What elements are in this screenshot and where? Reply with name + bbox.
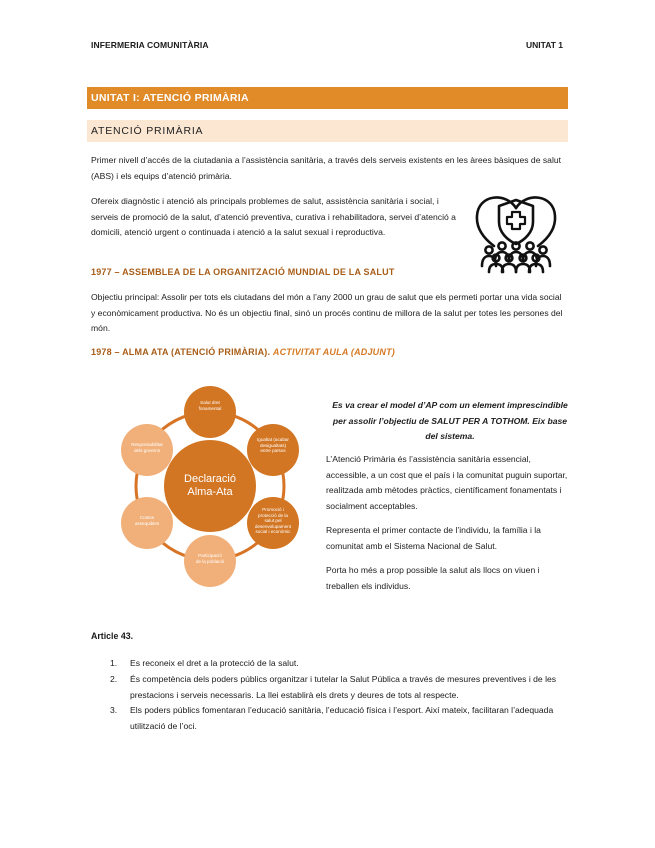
alma-ata-diagram	[103, 377, 318, 595]
list-item-text: Es reconeix el dret a la protecció de la salut.	[130, 658, 299, 668]
ap-first-contact: Representa el primer contacte de l’individu, la família i la comunitat amb el Sistema Nacional de Salut.	[326, 525, 541, 551]
diagram-node-1	[184, 386, 236, 438]
ap-definition: L’Atenció Primària és l’assistència sanitària essencial, accessible, a un cost que el país i la comunitat puguin suportar, realitzada amb mètodes pràctics, científicament fonamentats i socialment acceptables.	[326, 454, 568, 511]
heading-1978	[91, 347, 395, 357]
header-unit: UNITAT 1	[526, 40, 563, 50]
paragraph-objective: Objectiu principal: Assolir per tots els ciutadans del món a l’any 2000 un grau de salut que els permeti portar una vida social y econòmicament productiva. No és un objectiu final, sinó un procés continu de millora de la salut per totes les persones del món.	[91, 292, 563, 333]
activity-link[interactable]: ACTIVITAT AULA (ADJUNT)	[272, 347, 395, 357]
article-list	[91, 656, 566, 735]
header-course: INFERMERIA COMUNITÀRIA	[91, 40, 209, 50]
ap-model-intro: Es va crear el model d’AP com un element imprescindible per assolir l’objectiu de SALUT PER A TOTHOM. Eix base del sistema.	[332, 400, 568, 441]
diagram-node-2-label: Igualtat (acabar desigualtats) entre països	[257, 437, 289, 454]
diagram-node-5-label: Costos assequibles	[134, 515, 160, 526]
diagram-node-6-label: Responsabilitat dels governs	[131, 442, 163, 453]
list-item	[91, 672, 566, 704]
list-item-text: És competència dels poders públics organitzar i tutelar la Salut Pública a través de mesures preventives i de les prestacions i serveis necessaris. La llei establirà els drets y deures de tots al respecte.	[130, 673, 557, 700]
ap-proximity: Porta ho més a prop possible la salut als llocs on viuen i treballen els individus.	[326, 565, 540, 591]
healthcare-community-icon	[468, 186, 564, 278]
list-item-number: 3.	[110, 705, 118, 716]
heading-1978-main: 1978 – ALMA ATA (ATENCIÓ PRIMÀRIA).	[91, 347, 271, 357]
section-title-bar: ATENCIÓ PRIMÀRIA	[87, 120, 568, 142]
list-item	[91, 656, 566, 672]
diagram-center-label: Declaració Alma-Ata	[184, 473, 236, 498]
list-item	[91, 703, 566, 735]
list-item-number: 2.	[110, 673, 118, 684]
diagram-node-3-label: Promoció i protecció de la salut pel desenvolupament social i econòmic	[254, 507, 292, 535]
list-item-number: 1.	[110, 658, 118, 668]
diagram-node-1-label: Salut dret fonamental	[198, 400, 222, 411]
article-title: Article 43.	[91, 631, 134, 641]
paragraph-services: Ofereix diagnòstic i atenció als principals problemes de salut, assistència sanitària i social, i serveis de promoció de la salut, d’atenció preventiva, curativa i rehabilitadora, servei d’atenció a domicili, atenció urgent o continuada i atenció a la salut sexual i reproductiva.	[91, 196, 456, 237]
heading-1977: 1977 – ASSEMBLEA DE LA ORGANITZACIÓ MUNDIAL DE LA SALUT	[91, 267, 395, 277]
list-item-text: Els poders públics fomentaran l’educació sanitària, l’educació física i l’esport. Així mateix, facilitaran l’adequada utilització de l’oci.	[130, 705, 554, 732]
diagram-node-4-label: Participació de la població	[195, 553, 225, 564]
unit-title-bar: UNITAT I: ATENCIÓ PRIMÀRIA	[87, 87, 568, 109]
paragraph-definition: Primer nivell d’accés de la ciutadania a l’assistència sanitària, a través dels serveis existents en les àrees bàsiques de salut (ABS) i els equips d’atenció primària.	[91, 155, 562, 181]
